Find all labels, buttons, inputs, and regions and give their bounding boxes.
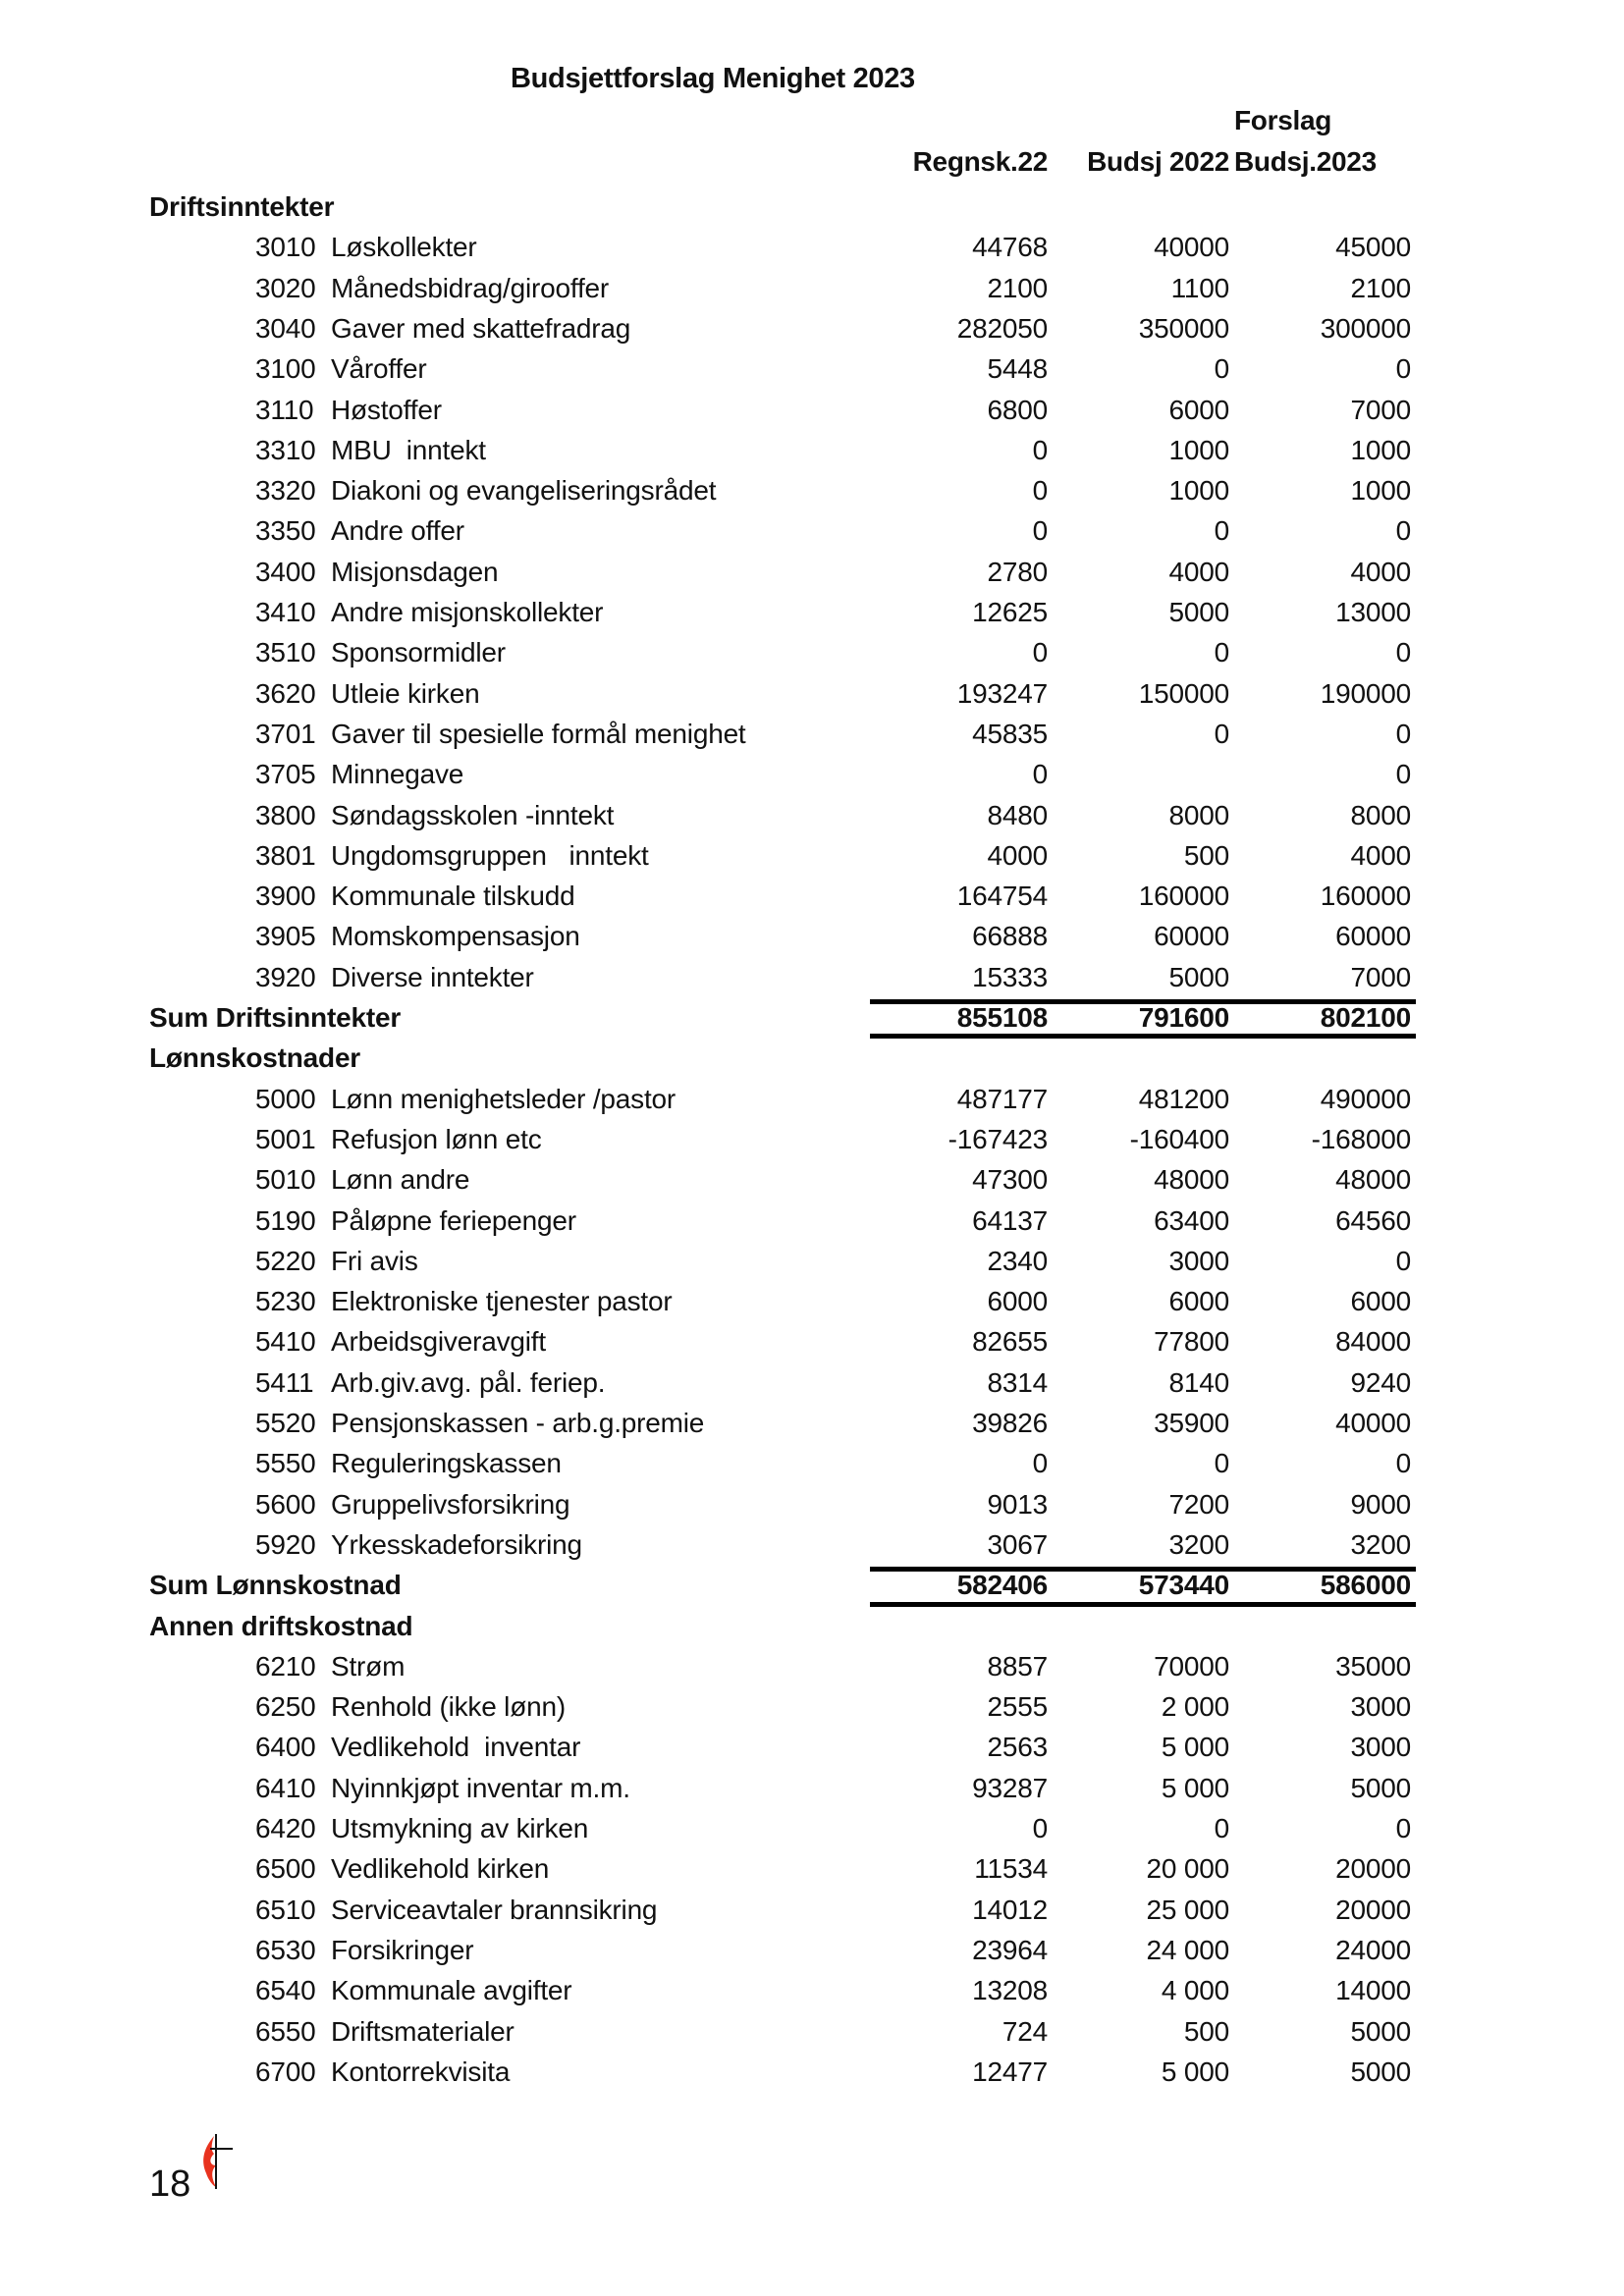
table-row xyxy=(0,1321,1624,1362)
account-name: Kontorrekvisita xyxy=(331,2056,511,2087)
table-row xyxy=(0,390,1624,430)
table-row xyxy=(0,592,1624,632)
account-number: 3020 xyxy=(255,272,316,303)
value-budsjett-2023: 0 xyxy=(1395,759,1411,790)
table-row xyxy=(0,1403,1624,1443)
value-regnskap-2022: 164754 xyxy=(956,881,1048,912)
value-regnskap-2022: 2340 xyxy=(987,1245,1048,1276)
value-budsjett-2023: 160000 xyxy=(1320,881,1411,912)
value-budsjett-2023: 4000 xyxy=(1350,839,1411,871)
value-regnskap-2022: 44768 xyxy=(972,232,1048,263)
value-budsjett-2022: 24 000 xyxy=(1146,1934,1229,1965)
account-number: 6550 xyxy=(255,2015,316,2047)
value-budsjett-2023: 5000 xyxy=(1350,2056,1411,2087)
value-regnskap-2022: 0 xyxy=(1032,475,1048,507)
page-number: 18 xyxy=(149,2163,191,2205)
value-regnskap-2022: 6000 xyxy=(987,1286,1048,1317)
account-name: Vedlikehold inventar xyxy=(331,1732,581,1763)
table-row xyxy=(0,552,1624,592)
value-budsjett-2023: 8000 xyxy=(1350,799,1411,830)
account-name: Nyinnkjøpt inventar m.m. xyxy=(331,1772,630,1803)
value-budsjett-2022: 5 000 xyxy=(1161,1772,1229,1803)
account-name: Våroffer xyxy=(331,353,427,385)
value-regnskap-2022: 8480 xyxy=(987,799,1048,830)
sum-budsjett-2022: 573440 xyxy=(1138,1570,1229,1601)
account-number: 6400 xyxy=(255,1732,316,1763)
table-row xyxy=(0,795,1624,835)
account-number: 3310 xyxy=(255,434,316,465)
account-name: Diakoni og evangeliseringsrådet xyxy=(331,475,717,507)
value-budsjett-2022: 70000 xyxy=(1154,1650,1229,1682)
table-row xyxy=(0,1524,1624,1565)
account-number: 3110 xyxy=(255,394,314,425)
account-name: Forsikringer xyxy=(331,1934,474,1965)
cross-and-flame-icon xyxy=(198,2132,238,2191)
account-name: Høstoffer xyxy=(331,394,442,425)
value-budsjett-2022: 350000 xyxy=(1138,312,1229,344)
account-name: Refusjon lønn etc xyxy=(331,1123,542,1154)
value-budsjett-2023: 5000 xyxy=(1350,1772,1411,1803)
value-budsjett-2022: 0 xyxy=(1214,1813,1229,1843)
account-number: 5220 xyxy=(255,1245,316,1276)
sum-budsjett-2023: 802100 xyxy=(1320,1002,1411,1033)
account-name: Utsmykning av kirken xyxy=(331,1813,589,1843)
table-row xyxy=(0,1646,1624,1686)
value-budsjett-2023: 5000 xyxy=(1350,2015,1411,2047)
table-row xyxy=(0,430,1624,470)
account-number: 3705 xyxy=(255,759,316,790)
value-budsjett-2022: 150000 xyxy=(1138,677,1229,709)
column-header-budsjett-2023: Budsj.2023 xyxy=(1234,146,1377,177)
account-number: 5000 xyxy=(255,1083,316,1114)
account-number: 3701 xyxy=(255,718,316,749)
table-row xyxy=(0,348,1624,389)
table-row xyxy=(0,1890,1624,1930)
value-budsjett-2022: 0 xyxy=(1214,1448,1229,1479)
account-name: Gaver med skattefradrag xyxy=(331,312,631,344)
account-number: 5600 xyxy=(255,1488,316,1520)
value-regnskap-2022: 0 xyxy=(1032,759,1048,790)
value-budsjett-2023: 0 xyxy=(1395,1245,1411,1276)
table-row xyxy=(0,1159,1624,1200)
account-name: Misjonsdagen xyxy=(331,556,499,587)
column-header-forslag: Forslag xyxy=(1234,105,1332,135)
value-regnskap-2022: 64137 xyxy=(972,1204,1048,1236)
account-number: 5920 xyxy=(255,1528,316,1560)
value-budsjett-2023: 4000 xyxy=(1350,556,1411,587)
value-budsjett-2023: 190000 xyxy=(1320,677,1411,709)
value-budsjett-2023: 20000 xyxy=(1335,1853,1411,1885)
value-budsjett-2022: 5 000 xyxy=(1161,2056,1229,2087)
table-row xyxy=(0,1484,1624,1524)
column-header-regnskap: Regnsk.22 xyxy=(912,146,1048,177)
account-name: Kommunale avgifter xyxy=(331,1975,572,2006)
sum-budsjett-2023: 586000 xyxy=(1320,1570,1411,1601)
value-regnskap-2022: 6800 xyxy=(987,394,1048,425)
value-budsjett-2022: 4 000 xyxy=(1161,1975,1229,2006)
account-name: Diverse inntekter xyxy=(331,961,534,992)
value-budsjett-2022: 1000 xyxy=(1168,434,1229,465)
account-name: Ungdomsgruppen inntekt xyxy=(331,839,649,871)
sum-regnskap-2022: 582406 xyxy=(956,1570,1048,1601)
value-regnskap-2022: 487177 xyxy=(956,1083,1048,1114)
value-budsjett-2023: 13000 xyxy=(1335,597,1411,627)
account-name: Andre misjonskollekter xyxy=(331,597,604,627)
table-row xyxy=(0,227,1624,267)
value-budsjett-2022: 160000 xyxy=(1138,881,1229,912)
value-regnskap-2022: 5448 xyxy=(987,353,1048,385)
value-budsjett-2022: 500 xyxy=(1183,2015,1229,2047)
table-row xyxy=(0,1241,1624,1281)
value-budsjett-2023: 3000 xyxy=(1350,1691,1411,1723)
value-budsjett-2023: 1000 xyxy=(1350,475,1411,507)
table-row xyxy=(0,1808,1624,1848)
table-row xyxy=(0,1686,1624,1727)
sum-regnskap-2022: 855108 xyxy=(956,1002,1048,1033)
value-budsjett-2022: 63400 xyxy=(1154,1204,1229,1236)
account-name: Gaver til spesielle formål menighet xyxy=(331,718,746,749)
account-name: Momskompensasjon xyxy=(331,921,580,952)
table-row xyxy=(0,2011,1624,2052)
value-budsjett-2023: 0 xyxy=(1395,1448,1411,1479)
value-budsjett-2023: 64560 xyxy=(1335,1204,1411,1236)
account-name: MBU inntekt xyxy=(331,434,486,465)
value-budsjett-2023: 9240 xyxy=(1350,1366,1411,1398)
account-number: 3801 xyxy=(255,839,316,871)
value-regnskap-2022: 11534 xyxy=(974,1853,1048,1885)
value-budsjett-2022: 40000 xyxy=(1154,232,1229,263)
value-regnskap-2022: 47300 xyxy=(972,1164,1048,1196)
value-regnskap-2022: 4000 xyxy=(987,839,1048,871)
account-number: 5411 xyxy=(255,1366,314,1398)
account-number: 3350 xyxy=(255,515,316,547)
sum-budsjett-2022: 791600 xyxy=(1138,1002,1229,1033)
table-row xyxy=(0,1079,1624,1119)
account-name: Kommunale tilskudd xyxy=(331,881,575,912)
account-number: 3010 xyxy=(255,232,316,263)
value-budsjett-2023: 0 xyxy=(1395,637,1411,668)
value-budsjett-2022: 0 xyxy=(1214,637,1229,668)
value-budsjett-2022: 1000 xyxy=(1168,475,1229,507)
value-regnskap-2022: 8857 xyxy=(987,1650,1048,1682)
value-budsjett-2023: 7000 xyxy=(1350,961,1411,992)
value-regnskap-2022: 9013 xyxy=(987,1488,1048,1520)
account-name: Påløpne feriepenger xyxy=(331,1204,576,1236)
table-row xyxy=(0,1970,1624,2010)
account-name: Andre offer xyxy=(331,515,464,547)
value-budsjett-2023: 3200 xyxy=(1350,1528,1411,1560)
value-budsjett-2022: 5 000 xyxy=(1161,1732,1229,1763)
account-name: Månedsbidrag/girooffer xyxy=(331,272,610,303)
account-number: 3320 xyxy=(255,475,316,507)
value-budsjett-2022: 35900 xyxy=(1154,1408,1229,1438)
section-lonnskostnader xyxy=(0,1038,1624,1078)
value-budsjett-2022: 0 xyxy=(1214,353,1229,385)
account-name: Vedlikehold kirken xyxy=(331,1853,550,1885)
account-name: Serviceavtaler brannsikring xyxy=(331,1894,658,1925)
account-number: 3400 xyxy=(255,556,316,587)
value-regnskap-2022: 0 xyxy=(1032,1813,1048,1843)
value-budsjett-2023: 45000 xyxy=(1335,232,1411,263)
value-budsjett-2023: 60000 xyxy=(1335,921,1411,952)
value-regnskap-2022: 82655 xyxy=(972,1326,1048,1358)
account-number: 5190 xyxy=(255,1204,316,1236)
value-regnskap-2022: 282050 xyxy=(956,312,1048,344)
value-budsjett-2023: 0 xyxy=(1395,515,1411,547)
value-regnskap-2022: 13208 xyxy=(972,1975,1048,2006)
account-number: 6530 xyxy=(255,1934,316,1965)
account-name: Yrkesskadeforsikring xyxy=(331,1528,582,1560)
value-budsjett-2022: 7200 xyxy=(1168,1488,1229,1520)
account-number: 6540 xyxy=(255,1975,316,2006)
table-row xyxy=(0,714,1624,754)
value-budsjett-2022: 48000 xyxy=(1154,1164,1229,1196)
account-number: 6210 xyxy=(255,1650,316,1682)
value-budsjett-2023: 0 xyxy=(1395,718,1411,749)
account-number: 3410 xyxy=(255,597,316,627)
value-budsjett-2022: 0 xyxy=(1214,718,1229,749)
account-name: Lønn menighetsleder /pastor xyxy=(331,1083,677,1114)
account-number: 5230 xyxy=(255,1286,316,1317)
value-budsjett-2023: 24000 xyxy=(1335,1934,1411,1965)
value-budsjett-2023: 3000 xyxy=(1350,1732,1411,1763)
account-number: 6420 xyxy=(255,1813,316,1843)
value-regnskap-2022: 12477 xyxy=(972,2056,1048,2087)
value-regnskap-2022: 93287 xyxy=(972,1772,1048,1803)
table-row xyxy=(0,1201,1624,1241)
table-row xyxy=(0,1848,1624,1889)
table-row xyxy=(0,1281,1624,1321)
value-regnskap-2022: -167423 xyxy=(947,1123,1048,1154)
account-name: Minnegave xyxy=(331,759,464,790)
sum-lonnskostnad xyxy=(0,1565,1624,1605)
account-name: Sponsormidler xyxy=(331,637,506,668)
account-name: Fri avis xyxy=(331,1245,418,1276)
value-regnskap-2022: 2780 xyxy=(987,556,1048,587)
table-row xyxy=(0,1443,1624,1483)
value-budsjett-2023: 490000 xyxy=(1320,1083,1411,1114)
value-regnskap-2022: 0 xyxy=(1032,515,1048,547)
account-number: 3920 xyxy=(255,961,316,992)
table-row xyxy=(0,673,1624,714)
account-number: 6500 xyxy=(255,1853,316,1885)
account-name: Strøm xyxy=(331,1650,406,1682)
page-title: Budsjettforslag Menighet 2023 xyxy=(511,63,915,94)
value-budsjett-2022: 2 000 xyxy=(1161,1691,1229,1723)
table-row xyxy=(0,1930,1624,1970)
value-budsjett-2022: 4000 xyxy=(1168,556,1229,587)
account-number: 3510 xyxy=(255,637,316,668)
value-regnskap-2022: 193247 xyxy=(956,677,1048,709)
value-regnskap-2022: 2555 xyxy=(987,1691,1048,1723)
account-number: 5010 xyxy=(255,1164,316,1196)
value-budsjett-2022: 500 xyxy=(1183,839,1229,871)
value-budsjett-2022: 3000 xyxy=(1168,1245,1229,1276)
sum-label: Sum Driftsinntekter xyxy=(149,1002,402,1033)
sum-label: Sum Lønnskostnad xyxy=(149,1570,402,1601)
value-budsjett-2023: 20000 xyxy=(1335,1894,1411,1925)
table-row xyxy=(0,1119,1624,1159)
value-budsjett-2022: 481200 xyxy=(1138,1083,1229,1114)
value-budsjett-2023: 2100 xyxy=(1350,272,1411,303)
value-regnskap-2022: 8314 xyxy=(987,1366,1048,1398)
value-budsjett-2022: 8140 xyxy=(1168,1366,1229,1398)
value-budsjett-2022: 5000 xyxy=(1168,961,1229,992)
table-row xyxy=(0,916,1624,956)
value-budsjett-2023: -168000 xyxy=(1311,1123,1411,1154)
section-heading: Annen driftskostnad xyxy=(149,1610,413,1641)
table-row xyxy=(0,1768,1624,1808)
account-number: 3040 xyxy=(255,312,316,344)
account-name: Arb.giv.avg. pål. feriep. xyxy=(331,1366,606,1398)
value-budsjett-2022: 5000 xyxy=(1168,597,1229,627)
account-number: 5520 xyxy=(255,1408,316,1438)
account-number: 6250 xyxy=(255,1691,316,1723)
value-budsjett-2022: -160400 xyxy=(1129,1123,1229,1154)
account-number: 3905 xyxy=(255,921,316,952)
value-budsjett-2022: 77800 xyxy=(1154,1326,1229,1358)
value-budsjett-2022: 1100 xyxy=(1170,272,1229,303)
value-regnskap-2022: 3067 xyxy=(987,1528,1048,1560)
table-row xyxy=(0,2052,1624,2092)
value-budsjett-2022: 3200 xyxy=(1168,1528,1229,1560)
value-budsjett-2023: 84000 xyxy=(1335,1326,1411,1358)
table-row xyxy=(0,268,1624,308)
value-regnskap-2022: 15333 xyxy=(972,961,1048,992)
section-heading: Lønnskostnader xyxy=(149,1042,361,1074)
value-budsjett-2023: 9000 xyxy=(1350,1488,1411,1520)
value-budsjett-2022: 20 000 xyxy=(1146,1853,1229,1885)
account-name: Elektroniske tjenester pastor xyxy=(331,1286,673,1317)
column-header-budsjett-2022: Budsj 2022 xyxy=(1087,146,1229,177)
value-budsjett-2022: 60000 xyxy=(1154,921,1229,952)
value-budsjett-2023: 40000 xyxy=(1335,1408,1411,1438)
account-name: Søndagsskolen -inntekt xyxy=(331,799,615,830)
table-row xyxy=(0,835,1624,876)
value-regnskap-2022: 39826 xyxy=(972,1408,1048,1438)
account-number: 3900 xyxy=(255,881,316,912)
value-regnskap-2022: 23964 xyxy=(972,1934,1048,1965)
table-row xyxy=(0,754,1624,794)
account-number: 6410 xyxy=(255,1772,316,1803)
value-budsjett-2023: 14000 xyxy=(1335,1975,1411,2006)
value-budsjett-2023: 300000 xyxy=(1320,312,1411,344)
value-budsjett-2023: 0 xyxy=(1395,1813,1411,1843)
value-budsjett-2023: 0 xyxy=(1395,353,1411,385)
section-annen-driftskostnad xyxy=(0,1606,1624,1646)
value-budsjett-2022: 6000 xyxy=(1168,1286,1229,1317)
account-name: Gruppelivsforsikring xyxy=(331,1488,570,1520)
value-regnskap-2022: 0 xyxy=(1032,637,1048,668)
account-number: 3620 xyxy=(255,677,316,709)
account-name: Driftsmaterialer xyxy=(331,2015,514,2047)
value-regnskap-2022: 12625 xyxy=(972,597,1048,627)
value-regnskap-2022: 2563 xyxy=(987,1732,1048,1763)
value-regnskap-2022: 45835 xyxy=(972,718,1048,749)
value-budsjett-2022: 6000 xyxy=(1168,394,1229,425)
value-regnskap-2022: 724 xyxy=(1001,2015,1048,2047)
account-name: Reguleringskassen xyxy=(331,1448,562,1479)
value-budsjett-2022: 25 000 xyxy=(1146,1894,1229,1925)
value-regnskap-2022: 66888 xyxy=(972,921,1048,952)
value-regnskap-2022: 14012 xyxy=(972,1894,1048,1925)
account-number: 5410 xyxy=(255,1326,316,1358)
value-budsjett-2023: 6000 xyxy=(1350,1286,1411,1317)
table-row xyxy=(0,1362,1624,1403)
table-row xyxy=(0,308,1624,348)
value-budsjett-2023: 7000 xyxy=(1350,394,1411,425)
account-name: Utleie kirken xyxy=(331,677,480,709)
account-number: 5001 xyxy=(255,1123,316,1154)
sum-driftsinntekter xyxy=(0,997,1624,1038)
account-number: 3800 xyxy=(255,799,316,830)
table-row xyxy=(0,876,1624,916)
account-number: 6700 xyxy=(255,2056,316,2087)
value-budsjett-2023: 48000 xyxy=(1335,1164,1411,1196)
account-number: 3100 xyxy=(255,353,316,385)
value-budsjett-2023: 35000 xyxy=(1335,1650,1411,1682)
value-budsjett-2022: 0 xyxy=(1214,515,1229,547)
table-row xyxy=(0,632,1624,672)
table-row xyxy=(0,1727,1624,1767)
section-driftsinntekter xyxy=(0,187,1624,227)
table-row xyxy=(0,957,1624,997)
value-regnskap-2022: 0 xyxy=(1032,434,1048,465)
account-name: Arbeidsgiveravgift xyxy=(331,1326,546,1358)
account-name: Løskollekter xyxy=(331,232,477,263)
table-row xyxy=(0,510,1624,551)
table-row xyxy=(0,470,1624,510)
value-regnskap-2022: 0 xyxy=(1032,1448,1048,1479)
account-number: 6510 xyxy=(255,1894,316,1925)
account-name: Renhold (ikke lønn) xyxy=(331,1691,566,1723)
value-budsjett-2022: 8000 xyxy=(1168,799,1229,830)
account-name: Lønn andre xyxy=(331,1164,470,1196)
account-number: 5550 xyxy=(255,1448,316,1479)
section-heading: Driftsinntekter xyxy=(149,191,335,222)
value-budsjett-2023: 1000 xyxy=(1350,434,1411,465)
value-regnskap-2022: 2100 xyxy=(987,272,1048,303)
account-name: Pensjonskassen - arb.g.premie xyxy=(331,1408,705,1438)
